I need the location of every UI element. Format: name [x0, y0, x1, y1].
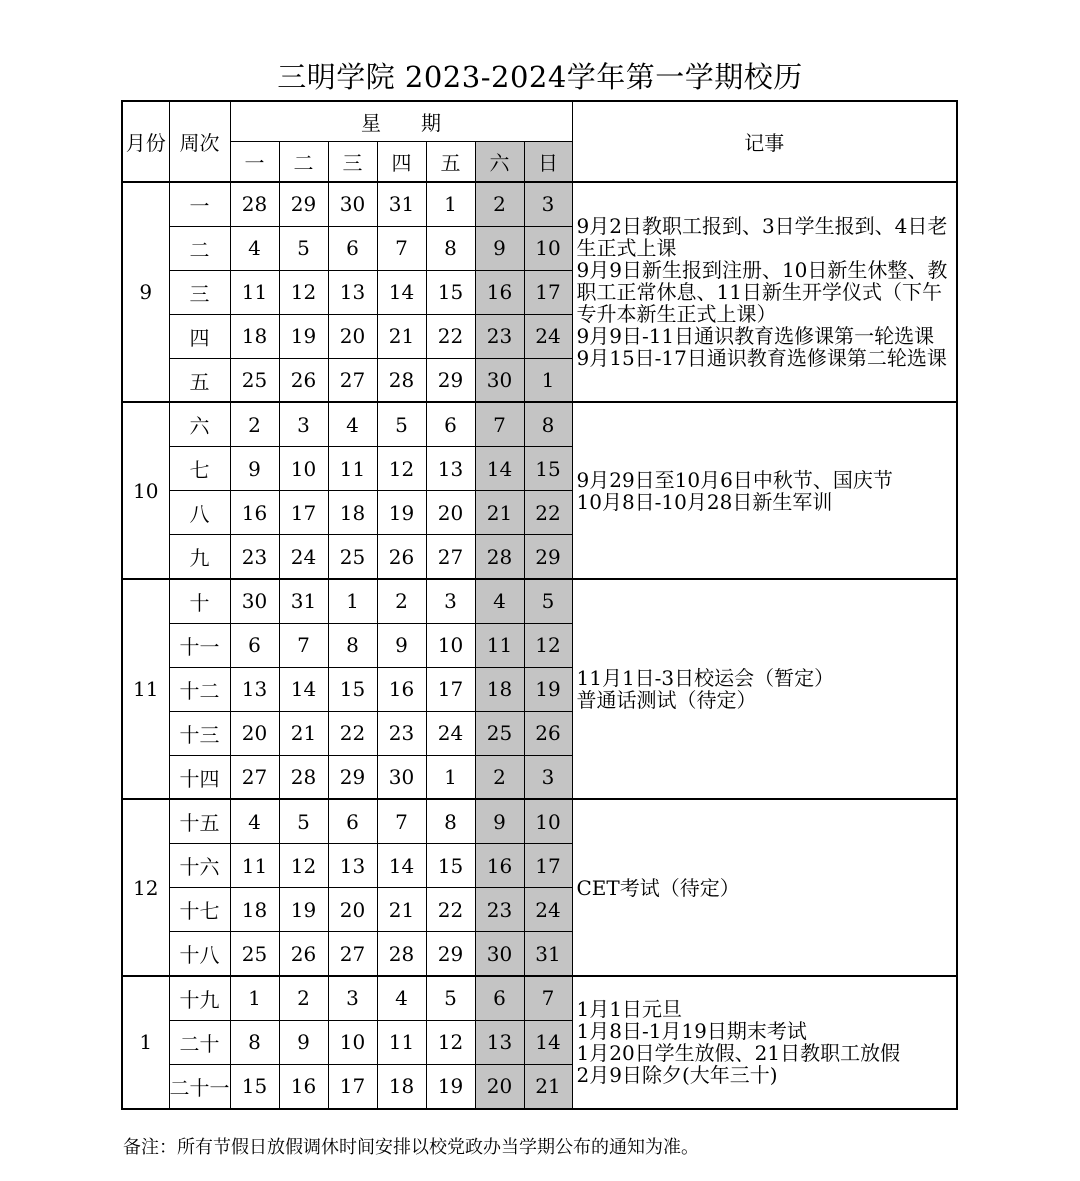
day-cell-sat: 25	[475, 711, 524, 755]
day-cell-tue: 9	[279, 1020, 328, 1064]
note-line: CET考试（待定）	[576, 875, 740, 900]
day-cell-sun: 10	[524, 226, 572, 270]
day-cell-thu: 5	[377, 402, 426, 446]
day-cell-fri: 22	[426, 314, 475, 358]
day-cell-mon: 13	[230, 667, 279, 711]
day-cell-wed: 30	[328, 182, 377, 226]
day-cell-thu: 7	[377, 226, 426, 270]
week-row	[122, 402, 957, 446]
day-cell-fri: 29	[426, 932, 475, 976]
day-cell-sun: 7	[524, 976, 572, 1020]
day-cell-fri: 6	[426, 402, 475, 446]
day-cell-fri: 15	[426, 844, 475, 888]
week-number-cell: 二十	[169, 1020, 230, 1064]
note-line: 11月1日-3日校运会（暂定）	[576, 666, 835, 691]
day-cell-fri: 3	[426, 579, 475, 623]
day-cell-fri: 8	[426, 799, 475, 843]
day-cell-thu: 14	[377, 844, 426, 888]
week-number-cell: 八	[169, 491, 230, 535]
day-cell-mon: 28	[230, 182, 279, 226]
day-cell-thu: 4	[377, 976, 426, 1020]
day-cell-wed: 15	[328, 667, 377, 711]
notes-header: 记事	[572, 101, 957, 182]
week-number-cell: 十五	[169, 799, 230, 843]
day-cell-sun: 14	[524, 1020, 572, 1064]
day-cell-fri: 17	[426, 667, 475, 711]
day-cell-tue: 19	[279, 314, 328, 358]
day-cell-wed: 11	[328, 447, 377, 491]
week-number-cell: 四	[169, 314, 230, 358]
week-row	[122, 799, 957, 843]
notes-cell	[572, 182, 957, 402]
week-row	[122, 976, 957, 1020]
day-cell-sun: 19	[524, 667, 572, 711]
day-cell-tue: 19	[279, 888, 328, 932]
day-cell-sat: 30	[475, 358, 524, 402]
day-cell-mon: 2	[230, 402, 279, 446]
day-cell-mon: 25	[230, 358, 279, 402]
day-cell-wed: 20	[328, 888, 377, 932]
week-number-cell: 十八	[169, 932, 230, 976]
day-cell-sun: 1	[524, 358, 572, 402]
day-cell-fri: 5	[426, 976, 475, 1020]
day-cell-sat: 16	[475, 270, 524, 314]
weekday-header-sat: 六	[475, 142, 524, 183]
day-cell-thu: 21	[377, 314, 426, 358]
day-cell-sat: 23	[475, 888, 524, 932]
day-cell-mon: 6	[230, 623, 279, 667]
day-cell-tue: 17	[279, 491, 328, 535]
day-cell-fri: 20	[426, 491, 475, 535]
day-cell-sat: 14	[475, 447, 524, 491]
month-cell: 9	[122, 182, 169, 402]
day-cell-sat: 18	[475, 667, 524, 711]
notes-cell	[572, 976, 957, 1109]
day-cell-wed: 29	[328, 755, 377, 799]
day-cell-wed: 8	[328, 623, 377, 667]
day-cell-sat: 23	[475, 314, 524, 358]
day-cell-tue: 14	[279, 667, 328, 711]
day-cell-fri: 13	[426, 447, 475, 491]
week-number-cell: 五	[169, 358, 230, 402]
day-cell-thu: 7	[377, 799, 426, 843]
weekday-header-tue: 二	[279, 142, 328, 183]
day-cell-mon: 27	[230, 755, 279, 799]
weekday-group-header: 星 期	[230, 101, 572, 142]
day-cell-wed: 17	[328, 1064, 377, 1108]
day-cell-fri: 10	[426, 623, 475, 667]
day-cell-sun: 21	[524, 1064, 572, 1108]
day-cell-sat: 20	[475, 1064, 524, 1108]
day-cell-wed: 27	[328, 932, 377, 976]
day-cell-sun: 3	[524, 182, 572, 226]
day-cell-thu: 30	[377, 755, 426, 799]
day-cell-wed: 4	[328, 402, 377, 446]
day-cell-tue: 12	[279, 844, 328, 888]
day-cell-wed: 10	[328, 1020, 377, 1064]
day-cell-wed: 1	[328, 579, 377, 623]
day-cell-sun: 31	[524, 932, 572, 976]
week-number-cell: 十四	[169, 755, 230, 799]
note-line: 9月9日-11日通识教育选修课第一轮选课	[576, 324, 935, 349]
day-cell-wed: 6	[328, 226, 377, 270]
note-line: 10月8日-10月28日新生军训	[576, 489, 833, 514]
day-cell-fri: 12	[426, 1020, 475, 1064]
day-cell-thu: 28	[377, 358, 426, 402]
day-cell-thu: 21	[377, 888, 426, 932]
note-line: 9月29日至10月6日中秋节、国庆节	[576, 467, 893, 492]
day-cell-sun: 22	[524, 491, 572, 535]
day-cell-thu: 12	[377, 447, 426, 491]
day-cell-fri: 24	[426, 711, 475, 755]
day-cell-thu: 2	[377, 579, 426, 623]
week-number-cell: 十	[169, 579, 230, 623]
note-line: 2月9日除夕(大年三十)	[576, 1063, 778, 1088]
note-line: 1月1日元旦	[576, 997, 682, 1022]
day-cell-sat: 21	[475, 491, 524, 535]
day-cell-wed: 3	[328, 976, 377, 1020]
day-cell-sun: 8	[524, 402, 572, 446]
day-cell-thu: 28	[377, 932, 426, 976]
week-number-cell: 十九	[169, 976, 230, 1020]
day-cell-tue: 3	[279, 402, 328, 446]
note-line: 普通话测试（待定）	[576, 688, 757, 713]
day-cell-sun: 17	[524, 844, 572, 888]
day-cell-wed: 13	[328, 844, 377, 888]
day-cell-wed: 27	[328, 358, 377, 402]
notes-cell	[572, 799, 957, 976]
day-cell-mon: 15	[230, 1064, 279, 1108]
day-cell-sat: 30	[475, 932, 524, 976]
day-cell-mon: 23	[230, 535, 279, 579]
weekday-header-mon: 一	[230, 142, 279, 183]
day-cell-mon: 16	[230, 491, 279, 535]
notes-cell	[572, 579, 957, 799]
day-cell-sat: 9	[475, 799, 524, 843]
day-cell-tue: 2	[279, 976, 328, 1020]
note-line: 1月20日学生放假、21日教职工放假	[576, 1041, 901, 1066]
day-cell-mon: 30	[230, 579, 279, 623]
note-line: 1月8日-1月19日期末考试	[576, 1019, 807, 1044]
week-header: 周次	[169, 101, 230, 182]
day-cell-sun: 12	[524, 623, 572, 667]
day-cell-fri: 8	[426, 226, 475, 270]
day-cell-mon: 25	[230, 932, 279, 976]
week-number-cell: 一	[169, 182, 230, 226]
day-cell-wed: 6	[328, 799, 377, 843]
week-number-cell: 九	[169, 535, 230, 579]
day-cell-tue: 31	[279, 579, 328, 623]
weekday-header-wed: 三	[328, 142, 377, 183]
day-cell-tue: 29	[279, 182, 328, 226]
day-cell-mon: 8	[230, 1020, 279, 1064]
month-cell: 1	[122, 976, 169, 1109]
day-cell-sat: 4	[475, 579, 524, 623]
day-cell-sat: 11	[475, 623, 524, 667]
note-line: 9月9日新生报到注册、10日新生休整、教职工正常休息、11日新生开学仪式（下午专升本新生正式上课）	[576, 258, 948, 327]
week-row	[122, 579, 957, 623]
week-number-cell: 六	[169, 402, 230, 446]
day-cell-wed: 18	[328, 491, 377, 535]
day-cell-thu: 16	[377, 667, 426, 711]
day-cell-mon: 18	[230, 314, 279, 358]
weekday-header-sun: 日	[524, 142, 572, 183]
day-cell-sat: 2	[475, 182, 524, 226]
day-cell-sun: 24	[524, 888, 572, 932]
notes-cell	[572, 402, 957, 579]
calendar-table	[121, 100, 958, 1110]
day-cell-wed: 20	[328, 314, 377, 358]
day-cell-thu: 14	[377, 270, 426, 314]
day-cell-mon: 11	[230, 844, 279, 888]
day-cell-sat: 16	[475, 844, 524, 888]
week-number-cell: 十六	[169, 844, 230, 888]
day-cell-fri: 27	[426, 535, 475, 579]
day-cell-fri: 1	[426, 755, 475, 799]
week-number-cell: 二十一	[169, 1064, 230, 1108]
week-number-cell: 七	[169, 447, 230, 491]
note-line: 9月2日教职工报到、3日学生报到、4日老生正式上课	[576, 214, 948, 261]
month-header: 月份	[122, 101, 169, 182]
day-cell-sun: 26	[524, 711, 572, 755]
day-cell-mon: 1	[230, 976, 279, 1020]
day-cell-tue: 28	[279, 755, 328, 799]
day-cell-tue: 7	[279, 623, 328, 667]
day-cell-sat: 2	[475, 755, 524, 799]
day-cell-sun: 29	[524, 535, 572, 579]
day-cell-wed: 13	[328, 270, 377, 314]
day-cell-thu: 19	[377, 491, 426, 535]
day-cell-wed: 22	[328, 711, 377, 755]
day-cell-thu: 9	[377, 623, 426, 667]
week-number-cell: 三	[169, 270, 230, 314]
day-cell-sat: 28	[475, 535, 524, 579]
day-cell-sun: 15	[524, 447, 572, 491]
note-line: 9月15日-17日通识教育选修课第二轮选课	[576, 346, 947, 371]
day-cell-fri: 22	[426, 888, 475, 932]
day-cell-sun: 5	[524, 579, 572, 623]
day-cell-thu: 18	[377, 1064, 426, 1108]
day-cell-mon: 11	[230, 270, 279, 314]
month-cell: 12	[122, 799, 169, 976]
day-cell-sun: 10	[524, 799, 572, 843]
day-cell-mon: 18	[230, 888, 279, 932]
day-cell-fri: 29	[426, 358, 475, 402]
week-number-cell: 十三	[169, 711, 230, 755]
day-cell-thu: 23	[377, 711, 426, 755]
day-cell-sun: 17	[524, 270, 572, 314]
day-cell-thu: 31	[377, 182, 426, 226]
weekday-header-thu: 四	[377, 142, 426, 183]
page-title: 三明学院 2023-2024学年第一学期校历	[277, 60, 803, 94]
day-cell-sun: 24	[524, 314, 572, 358]
day-cell-thu: 26	[377, 535, 426, 579]
day-cell-fri: 1	[426, 182, 475, 226]
day-cell-sun: 3	[524, 755, 572, 799]
day-cell-tue: 26	[279, 358, 328, 402]
day-cell-tue: 16	[279, 1064, 328, 1108]
day-cell-fri: 19	[426, 1064, 475, 1108]
weekday-header-fri: 五	[426, 142, 475, 183]
day-cell-sat: 7	[475, 402, 524, 446]
month-cell: 11	[122, 579, 169, 799]
day-cell-tue: 24	[279, 535, 328, 579]
week-number-cell: 二	[169, 226, 230, 270]
day-cell-mon: 4	[230, 226, 279, 270]
week-number-cell: 十一	[169, 623, 230, 667]
footer-note: 备注：所有节假日放假调休时间安排以校党政办当学期公布的通知为准。	[123, 1137, 699, 1158]
day-cell-thu: 11	[377, 1020, 426, 1064]
day-cell-tue: 5	[279, 799, 328, 843]
day-cell-sat: 9	[475, 226, 524, 270]
month-cell: 10	[122, 402, 169, 579]
day-cell-tue: 5	[279, 226, 328, 270]
week-number-cell: 十二	[169, 667, 230, 711]
day-cell-tue: 26	[279, 932, 328, 976]
day-cell-fri: 15	[426, 270, 475, 314]
week-number-cell: 十七	[169, 888, 230, 932]
day-cell-mon: 4	[230, 799, 279, 843]
week-row	[122, 182, 957, 226]
day-cell-sat: 13	[475, 1020, 524, 1064]
day-cell-tue: 10	[279, 447, 328, 491]
day-cell-sat: 6	[475, 976, 524, 1020]
day-cell-mon: 20	[230, 711, 279, 755]
day-cell-tue: 12	[279, 270, 328, 314]
day-cell-tue: 21	[279, 711, 328, 755]
day-cell-wed: 25	[328, 535, 377, 579]
day-cell-mon: 9	[230, 447, 279, 491]
